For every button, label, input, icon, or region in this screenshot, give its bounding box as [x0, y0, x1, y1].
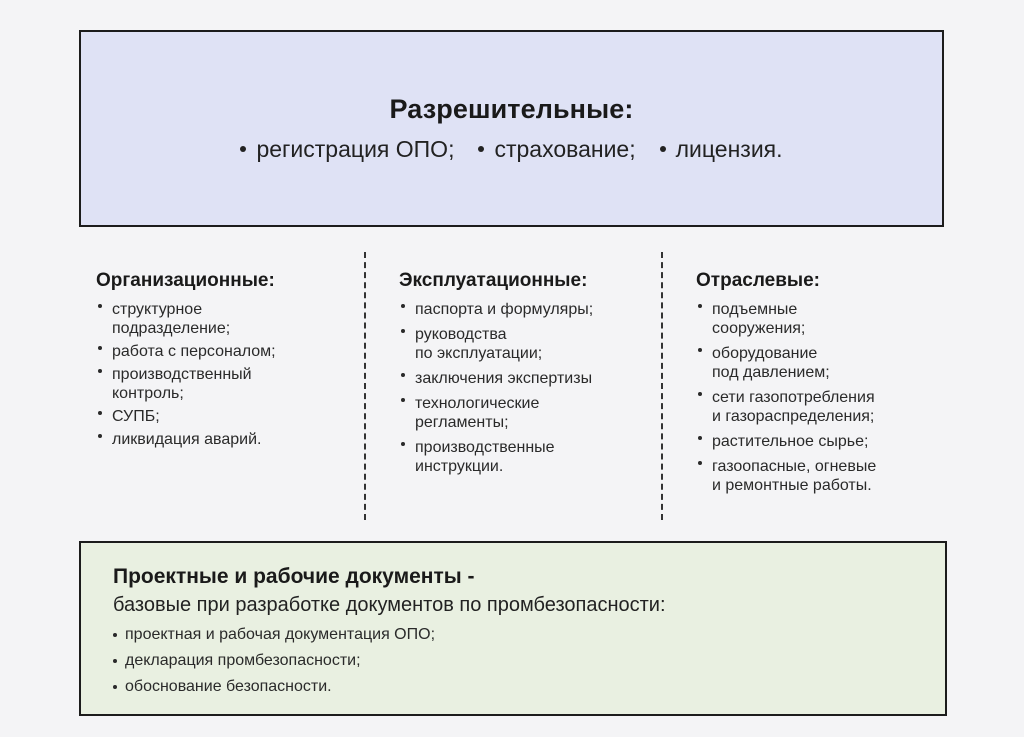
permissive-item: лицензия. [660, 136, 783, 163]
project-subtitle: базовые при разработке документов по промбезопасности: [113, 594, 666, 616]
list-item: производственные инструкции. [399, 438, 654, 476]
list-item: структурное подразделение; [96, 300, 346, 338]
organizational-title: Организационные: [96, 270, 275, 291]
project-list [113, 625, 435, 703]
list-item: подъемные сооружения; [696, 300, 936, 338]
permissive-item: регистрация ОПО; [240, 136, 454, 163]
list-item: руководства по эксплуатации; [399, 325, 654, 363]
project-title: Проектные и рабочие документы - [113, 565, 475, 588]
bullet-icon [478, 146, 484, 152]
list-item: сети газопотребления и газораспределения; [696, 388, 936, 426]
list-item: оборудование под давлением; [696, 344, 936, 382]
operational-title: Эксплуатационные: [399, 270, 588, 291]
list-item: производственный контроль; [96, 365, 346, 403]
list-item: работа с персоналом; [96, 342, 346, 361]
industry-title: Отраслевые: [696, 270, 821, 291]
permissive-title: Разрешительные: [389, 94, 634, 124]
bullet-icon [240, 146, 246, 152]
industry-column [696, 270, 936, 501]
list-item: обоснование безопасности. [113, 677, 435, 697]
industry-list [696, 300, 936, 495]
permissive-items [81, 136, 942, 163]
operational-column [399, 270, 654, 482]
organizational-column [96, 270, 346, 453]
permissive-documents-box [79, 30, 944, 227]
list-item: заключения экспертизы [399, 369, 654, 388]
list-item: растительное сырье; [696, 432, 936, 451]
project-documents-box [79, 541, 947, 716]
list-item: декларация промбезопасности; [113, 651, 435, 671]
dashed-divider [661, 252, 663, 520]
bullet-icon [660, 146, 666, 152]
operational-list [399, 300, 654, 476]
dashed-divider [364, 252, 366, 520]
organizational-list [96, 300, 346, 449]
list-item: ликвидация аварий. [96, 430, 346, 449]
list-item: газоопасные, огневые и ремонтные работы. [696, 457, 936, 495]
permissive-item: страхование; [478, 136, 635, 163]
list-item: технологические регламенты; [399, 394, 654, 432]
list-item: проектная и рабочая документация ОПО; [113, 625, 435, 645]
list-item: паспорта и формуляры; [399, 300, 654, 319]
list-item: СУПБ; [96, 407, 346, 426]
